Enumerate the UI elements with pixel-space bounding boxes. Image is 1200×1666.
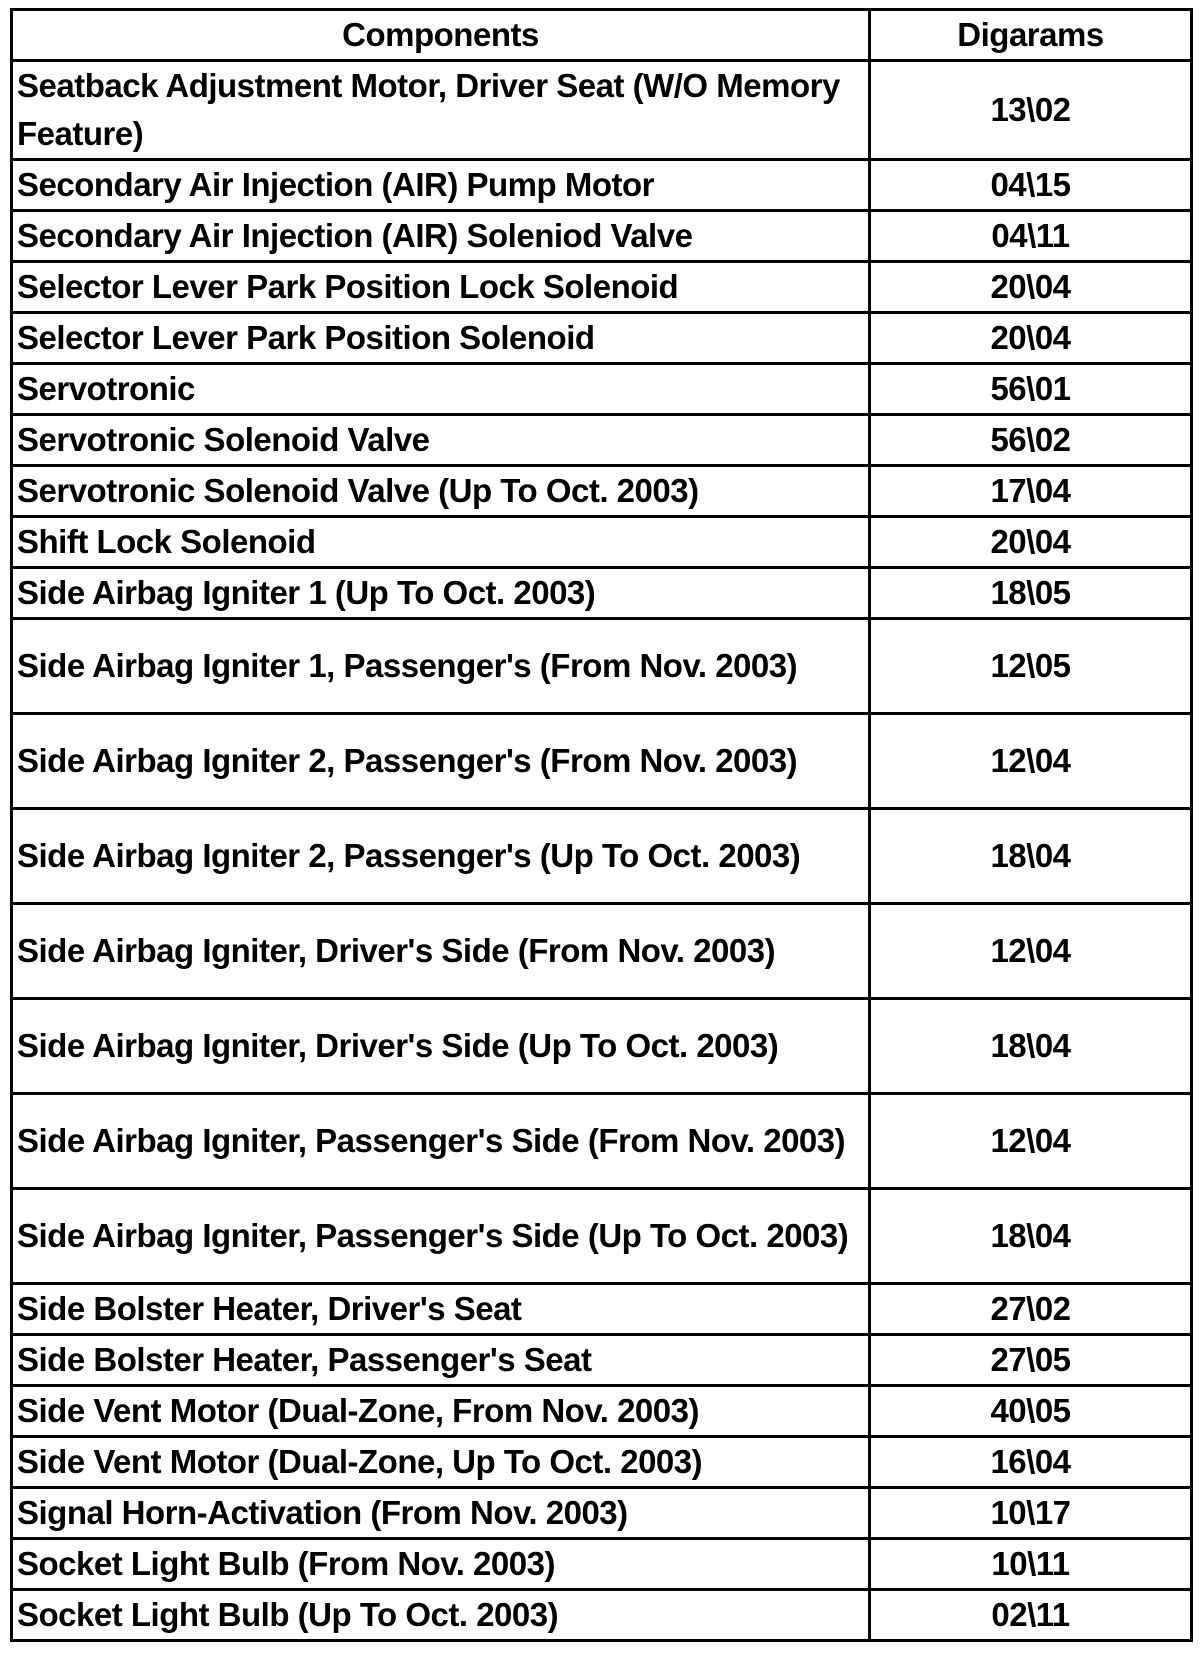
diagram-cell: 18\04 [870, 1189, 1192, 1284]
components-table [10, 8, 1193, 1642]
component-cell: Side Airbag Igniter, Driver's Side (Up To Oct. 2003) [12, 999, 870, 1094]
table-row [12, 313, 1192, 364]
diagram-cell: 40\05 [870, 1386, 1192, 1437]
table-row [12, 714, 1192, 809]
diagram-cell: 27\05 [870, 1335, 1192, 1386]
table-row [12, 1488, 1192, 1539]
table-row [12, 1590, 1192, 1641]
diagram-cell: 16\04 [870, 1437, 1192, 1488]
table-row [12, 1284, 1192, 1335]
component-cell: Side Vent Motor (Dual-Zone, Up To Oct. 2003) [12, 1437, 870, 1488]
table-row [12, 568, 1192, 619]
diagram-cell: 20\04 [870, 313, 1192, 364]
component-cell: Side Bolster Heater, Driver's Seat [12, 1284, 870, 1335]
component-cell: Socket Light Bulb (Up To Oct. 2003) [12, 1590, 870, 1641]
component-cell: Side Airbag Igniter, Passenger's Side (Up To Oct. 2003) [12, 1189, 870, 1284]
component-cell: Servotronic Solenoid Valve (Up To Oct. 2003) [12, 466, 870, 517]
diagram-cell: 12\04 [870, 904, 1192, 999]
diagram-cell: 18\04 [870, 999, 1192, 1094]
component-cell: Side Airbag Igniter, Passenger's Side (From Nov. 2003) [12, 1094, 870, 1189]
component-cell: Servotronic [12, 364, 870, 415]
component-cell: Side Airbag Igniter 2, Passenger's (Up To Oct. 2003) [12, 809, 870, 904]
table-row [12, 517, 1192, 568]
diagram-cell: 04\15 [870, 160, 1192, 211]
diagram-cell: 18\05 [870, 568, 1192, 619]
component-cell: Shift Lock Solenoid [12, 517, 870, 568]
table-row [12, 809, 1192, 904]
table-row [12, 1437, 1192, 1488]
table-row [12, 160, 1192, 211]
component-cell: Socket Light Bulb (From Nov. 2003) [12, 1539, 870, 1590]
component-cell: Selector Lever Park Position Solenoid [12, 313, 870, 364]
table-row [12, 1094, 1192, 1189]
table-row [12, 1386, 1192, 1437]
diagram-cell: 12\04 [870, 1094, 1192, 1189]
diagram-cell: 20\04 [870, 262, 1192, 313]
table-header-row [12, 10, 1192, 61]
component-cell: Secondary Air Injection (AIR) Pump Motor [12, 160, 870, 211]
component-cell: Servotronic Solenoid Valve [12, 415, 870, 466]
component-cell: Side Airbag Igniter 1, Passenger's (From Nov. 2003) [12, 619, 870, 714]
table-row [12, 211, 1192, 262]
table-row [12, 999, 1192, 1094]
component-cell: Side Bolster Heater, Passenger's Seat [12, 1335, 870, 1386]
diagram-cell: 10\17 [870, 1488, 1192, 1539]
diagram-cell: 18\04 [870, 809, 1192, 904]
diagram-cell: 27\02 [870, 1284, 1192, 1335]
component-cell: Side Vent Motor (Dual-Zone, From Nov. 2003) [12, 1386, 870, 1437]
diagram-cell: 17\04 [870, 466, 1192, 517]
component-cell: Side Airbag Igniter 2, Passenger's (From Nov. 2003) [12, 714, 870, 809]
table-body [12, 61, 1192, 1641]
diagram-cell: 13\02 [870, 61, 1192, 160]
table-row [12, 619, 1192, 714]
diagram-cell: 04\11 [870, 211, 1192, 262]
component-cell: Seatback Adjustment Motor, Driver Seat (W/O Memory Feature) [12, 61, 870, 160]
components-column-header: Components [12, 10, 870, 61]
table-row [12, 1335, 1192, 1386]
diagrams-column-header: Digarams [870, 10, 1192, 61]
table-row [12, 1539, 1192, 1590]
table-row [12, 364, 1192, 415]
component-cell: Side Airbag Igniter, Driver's Side (From Nov. 2003) [12, 904, 870, 999]
table-row [12, 415, 1192, 466]
diagram-cell: 02\11 [870, 1590, 1192, 1641]
diagram-cell: 20\04 [870, 517, 1192, 568]
component-cell: Side Airbag Igniter 1 (Up To Oct. 2003) [12, 568, 870, 619]
table-row [12, 466, 1192, 517]
table-row [12, 262, 1192, 313]
table-row [12, 61, 1192, 160]
component-cell: Signal Horn-Activation (From Nov. 2003) [12, 1488, 870, 1539]
diagram-cell: 10\11 [870, 1539, 1192, 1590]
table-row [12, 1189, 1192, 1284]
diagram-cell: 56\01 [870, 364, 1192, 415]
diagram-cell: 12\05 [870, 619, 1192, 714]
component-cell: Secondary Air Injection (AIR) Soleniod Valve [12, 211, 870, 262]
component-cell: Selector Lever Park Position Lock Solenoid [12, 262, 870, 313]
table-row [12, 904, 1192, 999]
diagram-cell: 12\04 [870, 714, 1192, 809]
diagram-cell: 56\02 [870, 415, 1192, 466]
